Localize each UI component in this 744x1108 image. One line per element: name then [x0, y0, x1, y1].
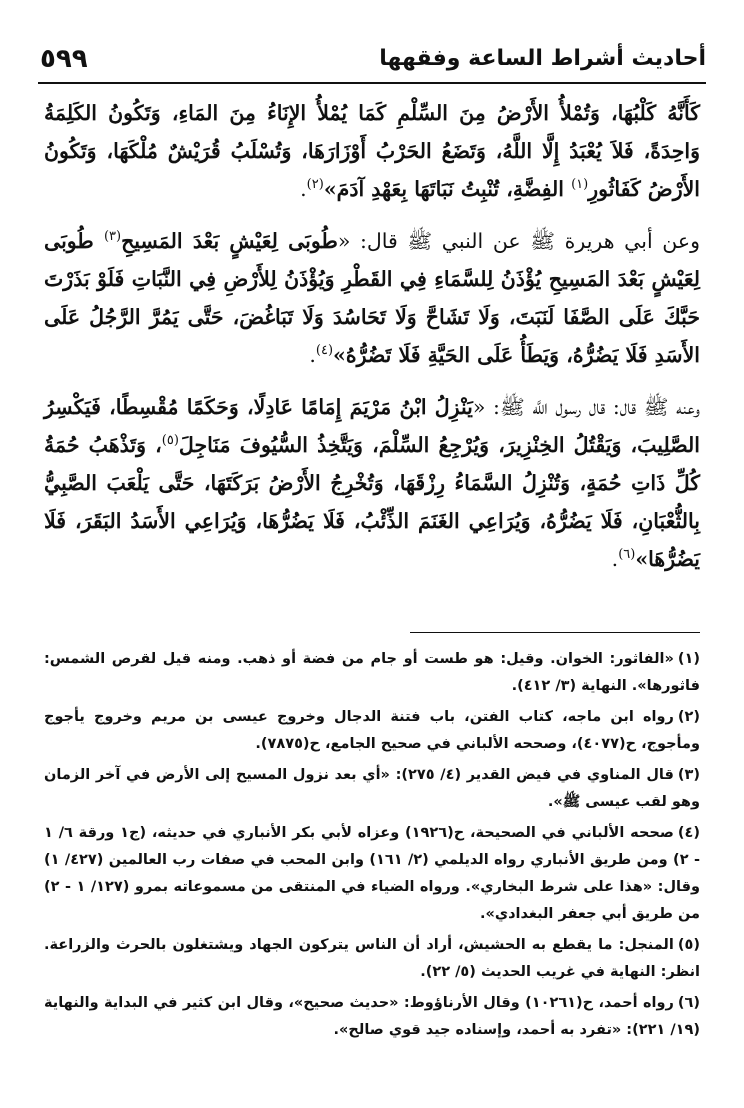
running-title: أحاديث أشراط الساعة وفقهها	[379, 46, 706, 71]
narration-intro: وعن أبي هريرة ﷺ عن النبي ﷺ قال: «	[337, 229, 700, 253]
hadith-text: الفِضَّةِ، تُنْبِتُ نَبَاتَهَا بِعَهْدِ آدَمَ»	[323, 177, 572, 201]
footnote-number: (٤)	[677, 825, 700, 841]
footnote-marker: (٤)	[315, 343, 334, 359]
footnote-marker: (٦)	[618, 547, 636, 563]
narration-intro: وعنه ﷺ قال: قال رسول اللَّه ﷺ: «	[472, 395, 700, 419]
footnote-number: (٥)	[677, 937, 700, 953]
main-text	[44, 94, 700, 592]
hadith-text: ، وَتَذْهَبُ حُمَةُ كُلِّ ذَاتِ حُمَةٍ، وَتُنْزِلُ السَّمَاءُ رِزْقَهَا، وَتُخْرِجُ الأَرْضُ بَرَكَتَهَا، حَتَّى يَلْعَبَ الصَّبِيُّ بِالثُّعْبَانِ، فَلَا يَضُرُّهُ، وَيُرَاعِي الغَنَمَ الذِّئْبُ، فَلَا يَضُرُّهَا، وَيُرَاعِي الأَسَدُ البَقَرَ، فَلَا يَضُرُّهَا»	[44, 433, 700, 571]
paragraph-end: .	[300, 177, 307, 201]
page-number: ٥٩٩	[40, 44, 88, 74]
footnote-5	[44, 932, 700, 986]
footnote-marker: (٢)	[306, 177, 324, 193]
footnote-text: قال المناوي في فيض القدير (٤/ ٢٧٥): «أي بعد نزول المسيح إلى الأرض في آخر الزمان وهو لقب عيسى ﷺ».	[44, 767, 700, 810]
hadith-text: طُوبَى لِعَيْشٍ بَعْدَ المَسِيحِ يُؤْذَنُ لِلسَّمَاءِ فِي القَطْرِ وَيُؤْذَنُ لِلأَرْضِ فِي النَّبَاتِ فَلَوْ بَذَرْتَ حَبَّكَ عَلَى الصَّفَا لَنَبَتَ، وَلَا تَشَاحَّ وَلَا تَحَاسُدَ وَلَا تَبَاغُضَ، حَتَّى يَمُرَّ الرَّجُلُ عَلَى الأَسَدِ فَلَا يَضُرُّهُ، وَيَطَأُ عَلَى الحَيَّةِ فَلَا تَضُرُّهُ»	[44, 229, 700, 367]
footnotes	[44, 646, 700, 1048]
footnote-marker: (٥)	[161, 433, 179, 449]
footnote-marker: (٣)	[103, 229, 122, 245]
hadith-text: طُوبَى لِعَيْشٍ بَعْدَ المَسِيحِ	[121, 229, 338, 253]
paragraph-3	[44, 388, 700, 578]
footnote-text: «الفاثور: الخوان. وقيل: هو طست أو جام من فضة أو ذهب. ومنه قيل لقرص الشمس: فاثورها». النهاية (٣/ ٤١٢).	[44, 651, 700, 694]
footnote-text: المنجل: ما يقطع به الحشيش، أراد أن الناس يتركون الجهاد ويشتغلون بالحرث والزراعة. انظر: النهاية في غريب الحديث (٥/ ٢٢).	[44, 937, 700, 980]
footnote-text: رواه أحمد، ح(١٠٢٦١) وقال الأرناؤوط: «حديث صحيح»، وقال ابن كثير في البداية والنهاية (١٩/ ٢٢١): «تفرد به أحمد، وإسناده جيد قوي صالح».	[44, 995, 700, 1038]
footnote-separator	[410, 632, 700, 633]
paragraph-end: .	[611, 547, 619, 571]
footnote-4	[44, 820, 700, 928]
footnote-2	[44, 704, 700, 758]
page-header	[38, 42, 706, 82]
footnote-number: (١)	[677, 651, 700, 667]
paragraph-1	[44, 94, 700, 208]
footnote-text: صححه الألباني في الصحيحة، ح(١٩٢٦) وعزاه لأبي بكر الأنباري في حديثه، (ج١ ورقة ٦/ ١ - ٢) ومن طريق الأنباري رواه الديلمي (٢/ ١٦١) وابن المحب في صفات رب العالمين (٤٢٧/ ١) وقال: «هذا على شرط البخاري». ورواه الضياء في المنتقى من مسموعاته بمرو (١٢٧/ ١ - ٢) من طريق أبي جعفر البغدادي».	[44, 825, 700, 922]
footnote-number: (٢)	[677, 709, 700, 725]
footnote-text: رواه ابن ماجه، كتاب الفتن، باب فتنة الدجال وخروج عيسى بن مريم وخروج يأجوج ومأجوج، ح(٤٠٧٧)، وصححه الألباني في صحيح الجامع، ح(٧٨٧٥).	[44, 709, 700, 752]
hadith-text: يَنْزِلُ ابْنُ مَرْيَمَ إِمَامًا عَادِلًا، وَحَكَمًا مُقْسِطًا، فَيَكْسِرُ الصَّلِيبَ، وَيَقْتُلُ الخِنْزِيرَ، وَيُرْجِعُ السِّلْمَ، وَيَتَّخِذُ السُّيُوفَ مَنَاجِلَ	[44, 395, 700, 457]
footnote-number: (٣)	[677, 767, 700, 783]
footnote-marker: (١)	[571, 177, 589, 193]
footnote-1	[44, 646, 700, 700]
hadith-text: كَأَنَّهُ كَلْبُهَا، وَتُمْلأُ الأَرْضُ مِنَ السِّلْمِ كَمَا يُمْلأُ الإِنَاءُ مِنَ المَاءِ، وَتَكُونُ الكَلِمَةُ وَاحِدَةً، فَلاَ يُعْبَدُ إِلَّا اللَّهُ، وَتَضَعُ الحَرْبُ أَوْزَارَهَا، وَتُسْلَبُ قُرَيْشٌ مُلْكَهَا، وَتَكُونُ الأَرْضُ كَفَاثُورِ	[44, 101, 700, 201]
paragraph-end: .	[309, 343, 316, 367]
header-rule	[38, 82, 706, 84]
footnote-3	[44, 762, 700, 816]
footnote-6	[44, 990, 700, 1044]
paragraph-2	[44, 222, 700, 374]
footnote-number: (٦)	[677, 995, 700, 1011]
